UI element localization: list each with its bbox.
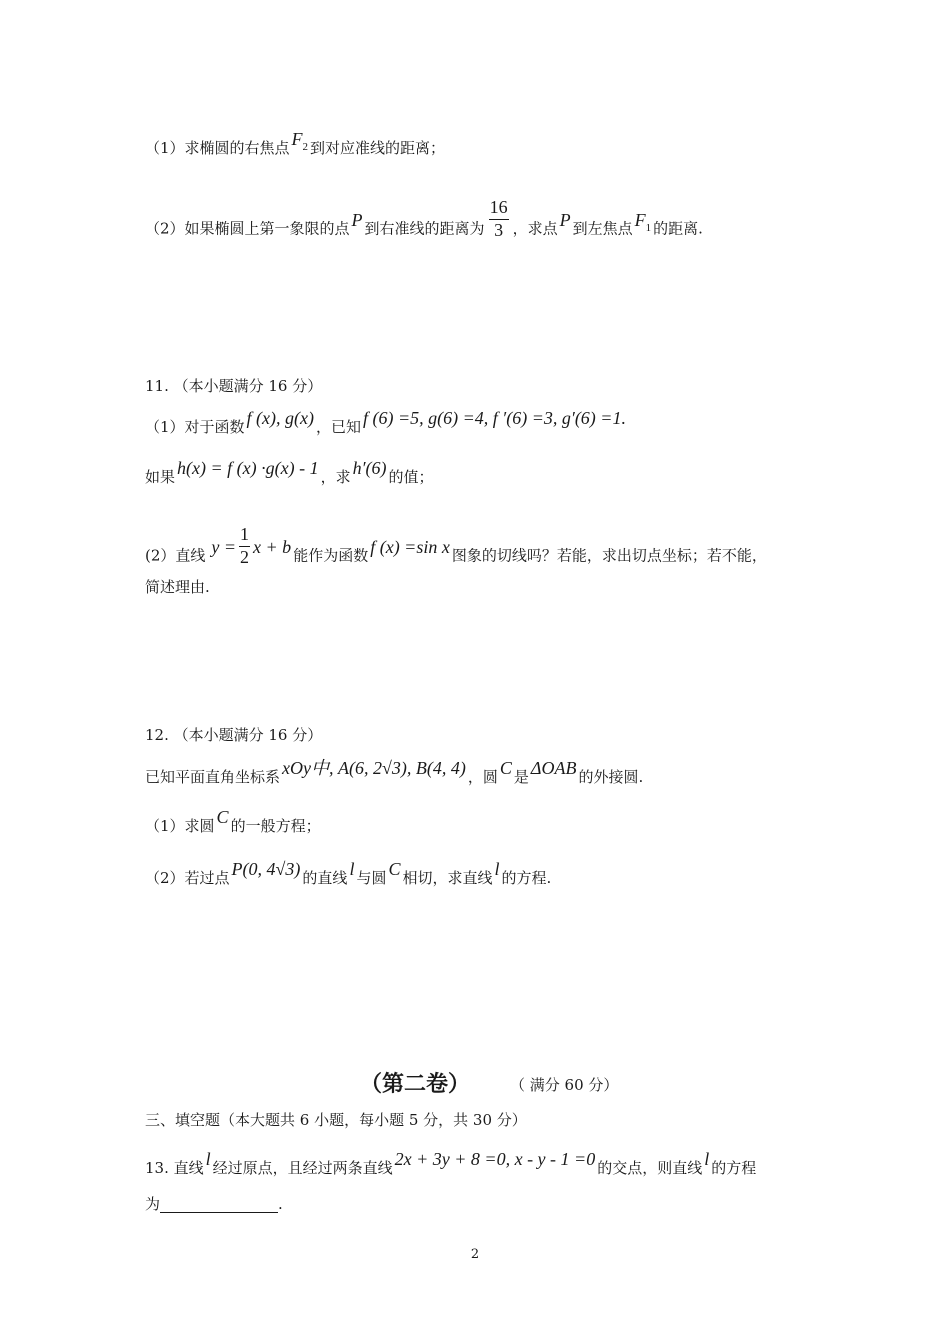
q11-p1b-mid: ，求 (320, 468, 351, 486)
q10-part1-focus: $F_2$ (291, 129, 309, 153)
q13-suffix: 的方程 (711, 1159, 757, 1177)
part2-title: （第二卷） (360, 1072, 471, 1097)
q10-part2-mid3: 到左焦点 (572, 219, 633, 238)
q10-part2-prefix: （2）如果椭圆上第一象限的点 (145, 219, 350, 238)
q13-mid: 经过原点，且经过两条直线 (212, 1159, 393, 1177)
q12-p1-prefix: （1）求圆 (145, 817, 215, 835)
q12-part1 (145, 807, 321, 837)
q12-intro-mid: ，圆 (467, 768, 498, 786)
q12-header: 12. （本小题满分 16 分） (145, 726, 323, 744)
q13-cont-prefix: 为 (145, 1195, 161, 1213)
q10-part2-fraction: $\frac{16}{3}$ (489, 197, 508, 240)
q10-part1 (145, 129, 446, 159)
q12-p2-point: P(0, 4√3) (231, 859, 301, 879)
q13-prefix: 13. 直线 (145, 1159, 204, 1177)
q12-p2-mid3: 相切，求直线 (402, 869, 493, 887)
q13-line: l (205, 1149, 211, 1169)
q12-circle: C (499, 758, 512, 778)
q12-p1-suffix: 的一般方程； (230, 817, 321, 835)
q11-p1b-suffix: 的值； (388, 468, 434, 486)
q11-part2 (145, 524, 767, 578)
q12-p2-prefix: （2）若过点 (145, 869, 230, 887)
q10-part2 (145, 197, 703, 251)
q11-p2-rest: x + b (253, 536, 292, 557)
q12-triangle: ΔOAB (530, 758, 577, 778)
q12-p2-line: l (349, 859, 355, 879)
part2-score-note: （ 满分 60 分） (510, 1076, 619, 1094)
q12-p2-mid: 的直线 (302, 869, 348, 887)
q12-intro-mid2: 是 (513, 768, 529, 786)
page-number: 2 (470, 1247, 480, 1262)
q11-p2-y: y = (211, 536, 237, 557)
q12-p1-circle: C (216, 807, 229, 827)
q10-part1-prefix: （1）求椭圆的右焦点 (145, 139, 290, 157)
q11-p2-mid: 能作为函数 (293, 546, 369, 565)
q10-part2-point2: P (559, 209, 571, 230)
q11-p1b-prefix: 如果 (145, 468, 176, 486)
q11-p2-suffix: 图象的切线吗？若能，求出切点坐标；若不能， (451, 546, 767, 565)
q13-mid2: 的交点，则直线 (597, 1159, 703, 1177)
q12-intro-prefix: 已知平面直角坐标系 (145, 768, 281, 786)
q10-part2-point: P (351, 209, 363, 230)
q13-answer-blank[interactable] (160, 1198, 278, 1213)
q11-p1-mid: ，已知 (316, 418, 362, 436)
section-fill-blank-heading: 三、填空题（本大题共 6 小题，每小题 5 分，共 30 分） (145, 1111, 527, 1129)
q12-intro (145, 758, 644, 788)
q11-header: 11. （本小题满分 16 分） (145, 377, 323, 395)
q13-cont-suffix: . (278, 1195, 283, 1213)
q11-p2-prefix: (2）直线 (145, 546, 206, 565)
q11-p1b-target: h′(6) (352, 458, 387, 478)
q11-part1 (145, 408, 628, 438)
q10-part1-suffix: 到对应准线的距离； (310, 139, 446, 157)
q12-intro-suffix: 的外接圆. (578, 768, 644, 786)
q11-p2-fraction: $\frac{1}{2}$ (240, 524, 250, 567)
q10-part2-suffix: 的距离. (653, 219, 703, 238)
q10-part2-mid2: ，求点 (512, 219, 558, 238)
q12-p2-circle: C (388, 859, 401, 879)
q12-intro-math: xOy中, A(6, 2√3), B(4, 4) (282, 758, 466, 778)
q10-part2-mid: 到右准线的距离为 (364, 219, 485, 238)
q13-line1 (145, 1149, 757, 1179)
q11-p1-funcs: f (x), g(x) (246, 408, 315, 428)
q13-line2-answer (145, 1195, 283, 1213)
q12-p2-mid2: 与圆 (356, 869, 387, 887)
q11-p1-conditions: f (6) =5, g(6) =4, f ′(6) =3, g′(6) =1. (363, 408, 626, 428)
q12-p2-line2: l (494, 859, 500, 879)
q12-part2 (145, 859, 552, 889)
q10-part2-focus: $F_1$ (634, 209, 652, 234)
q12-p2-suffix: 的方程. (501, 869, 552, 887)
q11-p2-function: f (x) =sin x (370, 536, 450, 557)
q11-part2b: 简述理由. (145, 578, 210, 596)
q11-p1b-expression: h(x) = f (x) ·g(x) - 1 (177, 458, 319, 478)
q13-equations: 2x + 3y + 8 =0, x - y - 1 =0 (394, 1149, 596, 1169)
q11-part1b (145, 458, 434, 488)
q11-p1-prefix: （1）对于函数 (145, 418, 245, 436)
q13-line2: l (704, 1149, 710, 1169)
